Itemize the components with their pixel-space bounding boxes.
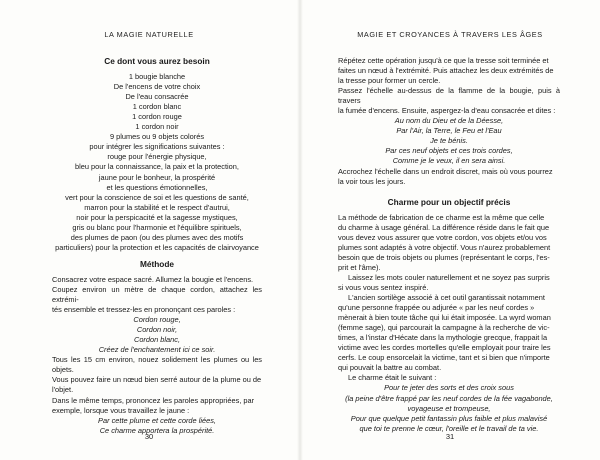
list-item: marron pour la stabilité et le respect d'autrui, <box>84 202 230 212</box>
method-line: Coupez environ un mètre de chaque cordon, attachez les extrémi- <box>52 284 262 305</box>
verse-line: Créez de l'enchantement ici ce soir. <box>98 345 216 355</box>
paragraph-line: besoin que de trois objets ou plumes (représentant le corps, l'es- <box>338 252 550 262</box>
verse-line: que toi te prenne le cœur, l'oreille et le travail de ta vie. <box>359 423 539 433</box>
list-item: 1 cordon blanc <box>132 102 182 112</box>
verse-line: Par l'Air, la Terre, le Feu et l'Eau <box>396 126 502 136</box>
verse-line: voyageuse et trompeuse, <box>407 403 491 413</box>
paragraph-line: victime avec les cordes mortelles qu'elle employait pour traire les <box>338 343 551 353</box>
tie-line: exemple, lorsque vous travaillez le jaune : <box>52 405 190 415</box>
verse-line: Pour te jeter des sorts et des croix sous <box>384 383 514 393</box>
paragraph-line: plumes sont adaptés à votre objectif. Vous n'aurez probablement <box>338 242 551 252</box>
list-item: vert pour la conscience de soi et les questions de santé, <box>65 192 249 202</box>
method-line: Consacrez votre espace sacré. Allumez la bougie et l'encens. <box>52 274 254 284</box>
paragraph-line: L'ancien sortilège associé à cet outil garantissait notamment <box>348 293 545 303</box>
after-line: Accrochez l'échelle dans un endroit discret, mais où vous pourrez <box>338 166 553 176</box>
paragraph-line: vous devez vous assurer que votre cordon, vos objets et/ou vos <box>338 232 547 242</box>
list-item: jaune pour le bonheur, la prospérité <box>98 172 216 182</box>
paragraph-line: Laissez les mots couler naturellement et ne soyez pas surpris <box>348 272 550 282</box>
tie-line: Dans le même temps, prononcez les paroles appropriées, par <box>52 395 255 405</box>
verse-line: Ce charme apportera la prospérité. <box>99 425 215 435</box>
paragraph-line: qu'une personne frappée ou adjurée « par les neuf cordes » <box>338 303 535 313</box>
intro-line: faites un nœud à l'extrémité. Puis attachez les deux extrémités de <box>338 66 554 76</box>
list-item: bleu pour la connaissance, la paix et la protection, <box>75 162 239 172</box>
verse-line: Pour que quelque petit fantassin plus faible et plus malavisé <box>350 413 548 423</box>
intro-line: Passez l'échelle au-dessus de la flamme de la bougie, puis à travers <box>338 86 560 106</box>
list-item: gris ou blanc pour l'harmonie et l'équilibre spirituels, <box>72 222 242 232</box>
verse-line: Comme je le veux, il en sera ainsi. <box>392 156 506 166</box>
blessing-verse <box>338 116 560 166</box>
paragraph-line: qui pouvait la battre au combat. <box>338 363 442 373</box>
verse-line: Par ces neuf objets et ces trois cordes, <box>385 146 513 156</box>
paragraph-line: La méthode de fabrication de ce charme est la même que celle <box>338 212 545 222</box>
intro-line: la fumée d'encens. Ensuite, aspergez-la d'eau consacrée et dites : <box>338 106 556 116</box>
after-line: la voir tous les jours. <box>338 176 406 186</box>
tie-line: l'objet. <box>52 385 74 395</box>
list-item: 1 cordon noir <box>135 122 179 132</box>
verse-line: Cordon rouge, <box>133 315 181 325</box>
materials-list <box>52 72 262 253</box>
intro-line: la tresse pour former un cercle. <box>338 76 441 86</box>
left-page-number: 30 <box>144 432 154 441</box>
list-item: rouge pour l'énergie physique, <box>107 152 207 162</box>
right-running-head: MAGIE ET CROYANCES À TRAVERS LES ÂGES <box>357 30 543 39</box>
right-page <box>300 0 600 460</box>
right-page-text <box>338 56 560 434</box>
right-page-number: 31 <box>445 432 455 441</box>
verse-line: Je te bénis. <box>430 136 468 146</box>
verse-line: Au nom du Dieu et de la Déesse, <box>394 116 504 126</box>
verse-line: Par cette plume et cette corde liées, <box>98 415 216 425</box>
paragraph-line: prit et l'âme). <box>338 262 381 272</box>
charm-intro: Le charme était le suivant : <box>348 373 437 383</box>
list-item: De l'encens de votre choix <box>113 82 201 92</box>
list-item: 1 bougie blanche <box>128 72 186 82</box>
paragraph-line: (femme sage), qui parcourait la campagne à la recherche de vic- <box>338 323 550 333</box>
left-running-head: LA MAGIE NATURELLE <box>104 30 194 39</box>
paragraph-line: cerfs. Le coup ensorcelait la victime, tant et si bien que n'importe <box>338 353 550 363</box>
intro-line: Répétez cette opération jusqu'à ce que la tresse soit terminée et <box>338 56 549 65</box>
list-item: des plumes de paon (ou des plumes avec des motifs <box>70 232 244 242</box>
paragraph-line: du charme à usage général. La différence réside dans le fait que <box>338 222 550 232</box>
left-page <box>0 0 298 460</box>
list-item: particuliers) pour la protection et les capacités de clairvoyance <box>55 242 259 252</box>
method-line: tés ensemble et tressez-les en prononçant ces paroles : <box>52 305 236 315</box>
tie-line: Vous pouvez faire un nœud bien serré autour de la plume ou de <box>52 375 262 385</box>
verse-line: (la peine d'être frappé par les neuf cordes de la fée vagabonde, <box>345 393 553 403</box>
list-item: 1 cordon rouge <box>132 112 182 122</box>
method-heading: Méthode <box>139 258 175 269</box>
spacer <box>338 187 560 197</box>
paragraph-line: si vous vous sentez inspiré. <box>338 282 429 292</box>
charm-verse <box>338 383 560 433</box>
verse-line: Cordon noir, <box>136 325 178 335</box>
specific-charm-heading: Charme pour un objectif précis <box>387 196 511 207</box>
paragraph-line: times, a l'instar d'Hécate dans la mythologie grecque, frappait la <box>338 333 548 343</box>
tie-line: Tous les 15 cm environ, nouez solidement les plumes ou les objets. <box>52 355 262 375</box>
incantation-verse-1 <box>52 315 262 355</box>
paragraph-line: mènerait à bien toute tâche qui lui était imposée. La wyrd woman <box>338 313 551 323</box>
verse-line: Cordon blanc, <box>133 335 180 345</box>
list-item: et les questions émotionnelles, <box>106 182 208 192</box>
list-item: noir pour la perspicacité et la sagesse mystiques, <box>76 212 238 222</box>
list-item: 9 plumes ou 9 objets colorés <box>109 132 205 142</box>
materials-heading: Ce dont vous aurez besoin <box>104 56 210 66</box>
list-item: De l'eau consacrée <box>125 92 189 102</box>
list-item: pour intégrer les significations suivantes : <box>89 142 225 152</box>
left-page-text <box>52 56 262 436</box>
